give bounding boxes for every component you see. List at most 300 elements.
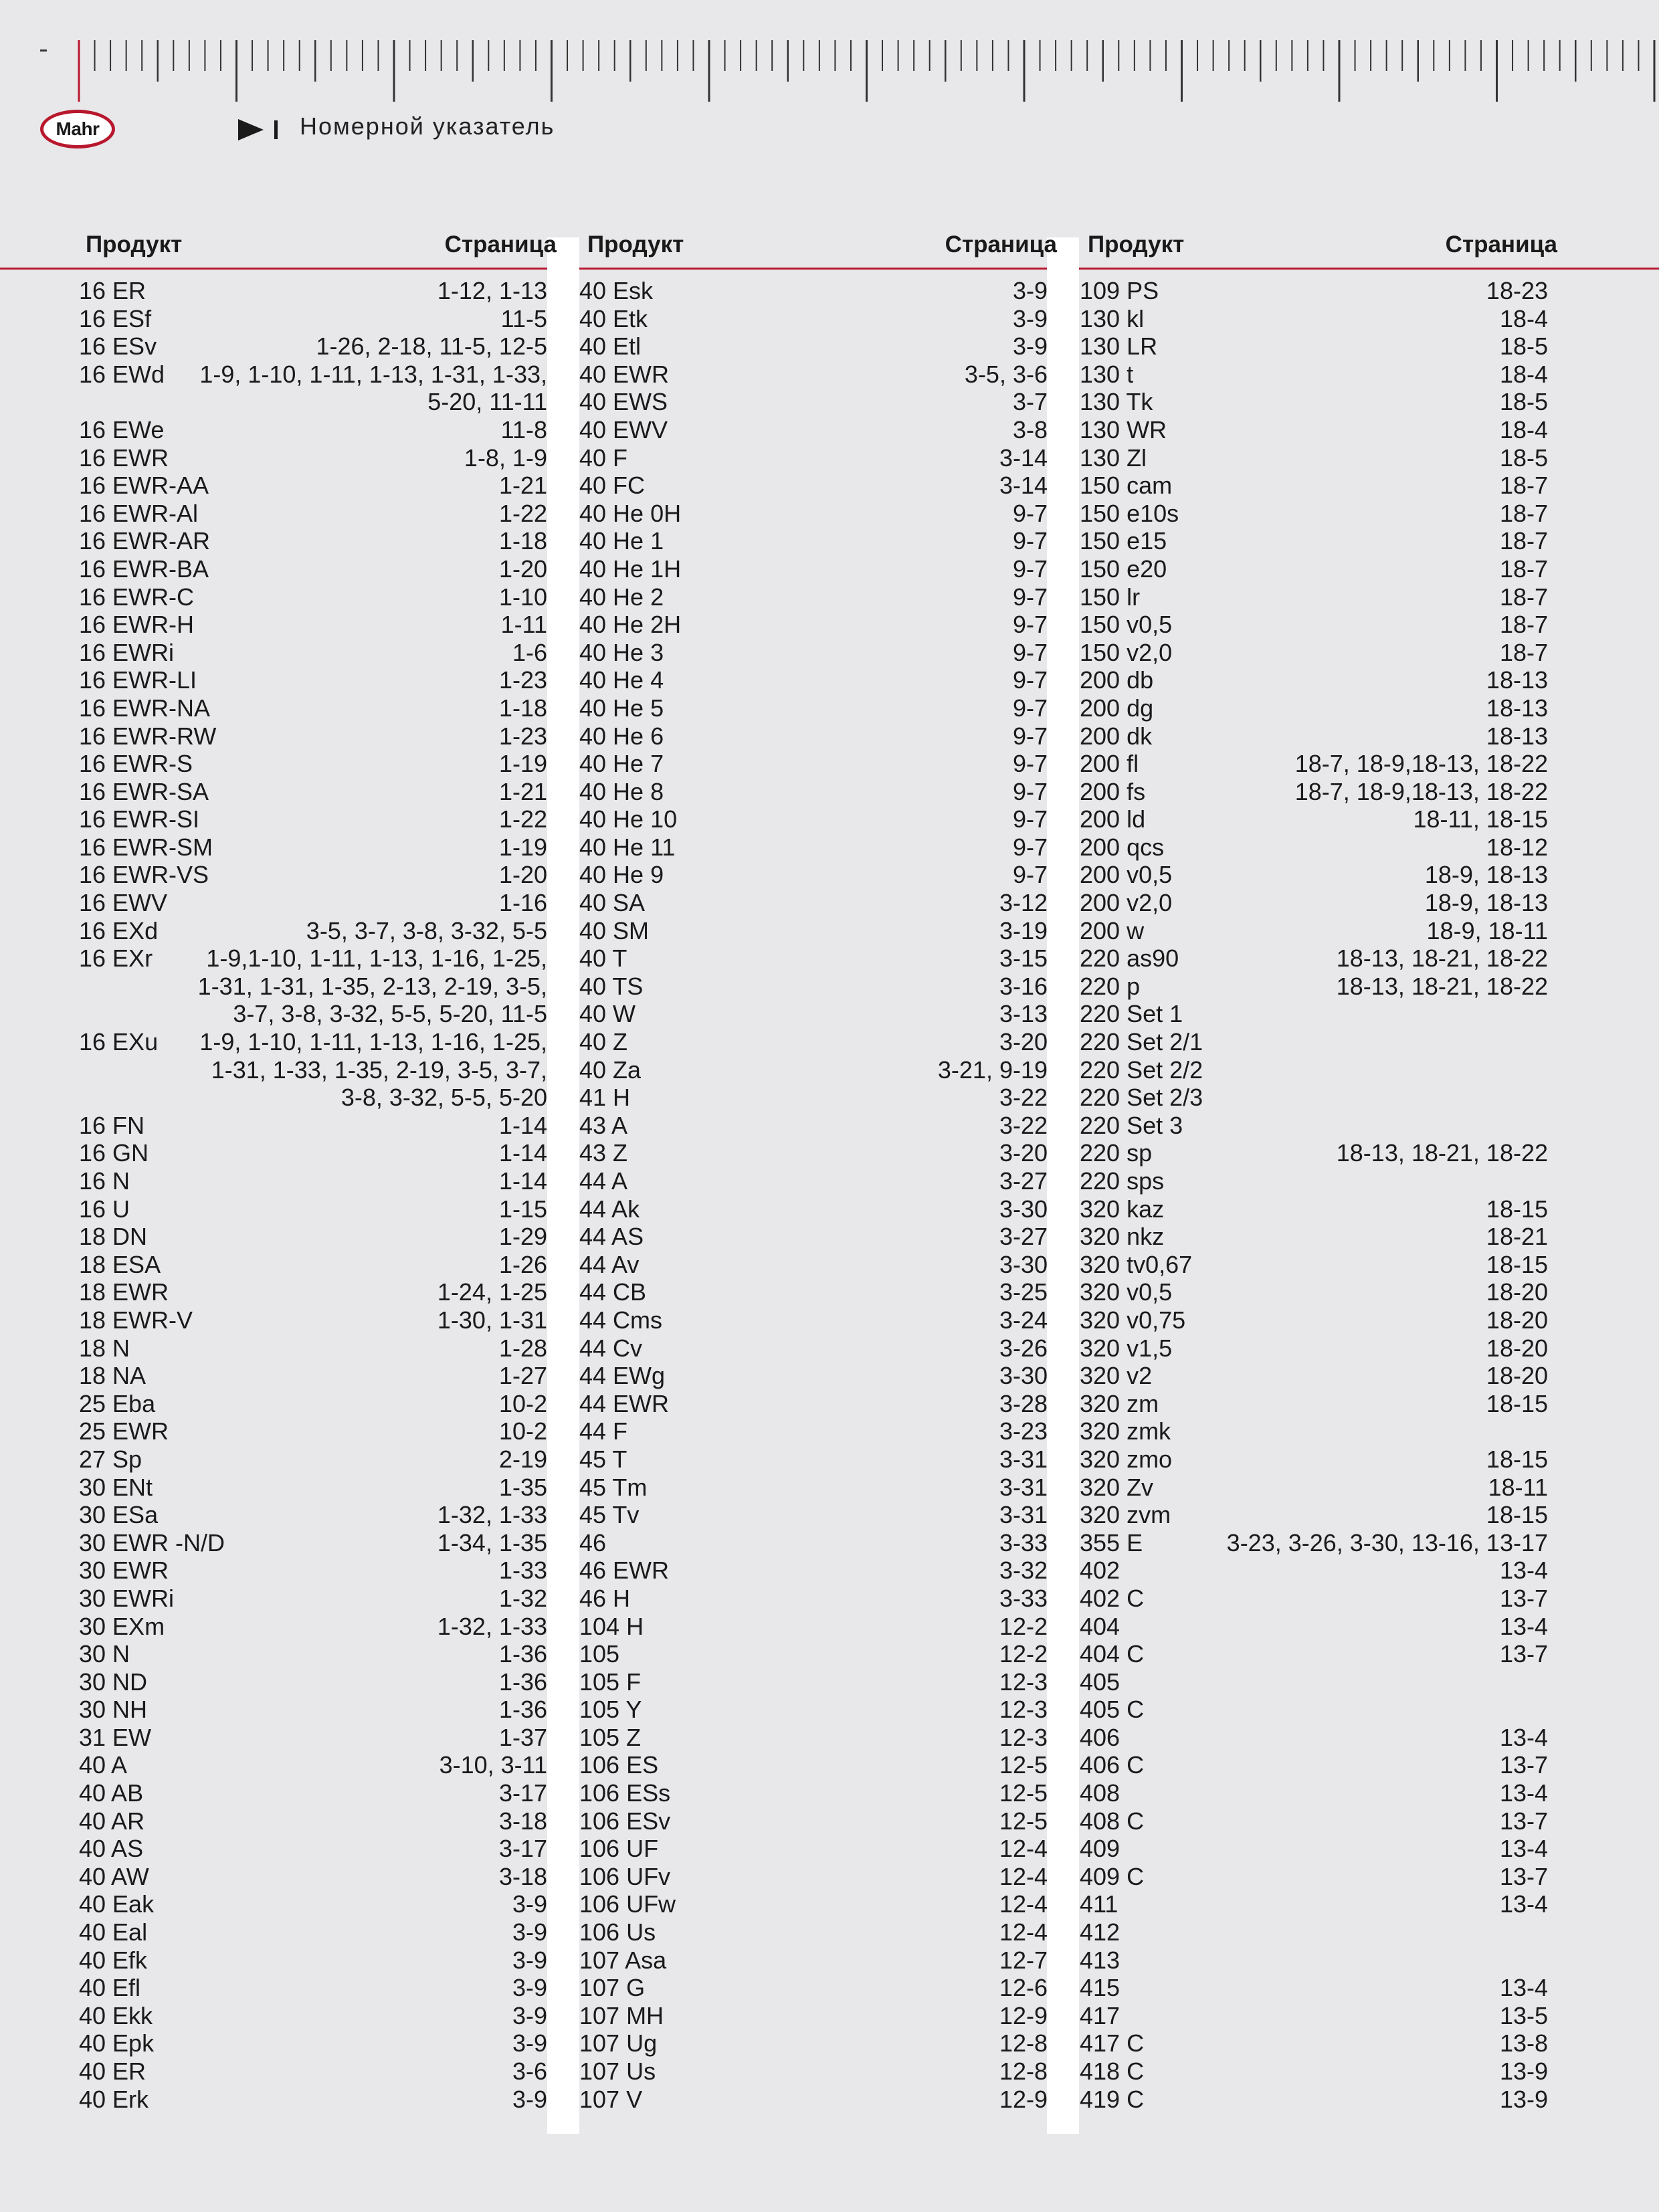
page-refs: 18-20 <box>1486 1306 1548 1334</box>
page-refs: 18-12 <box>1486 833 1548 861</box>
index-row <box>79 973 547 1001</box>
product-code: 107 Us <box>579 2057 656 2085</box>
page-refs: 1-22 <box>498 499 547 527</box>
page-refs: 1-21 <box>498 777 547 805</box>
index-row <box>1080 778 1548 806</box>
index-row <box>579 917 1048 945</box>
product-code: 16 EWR-NA <box>79 694 211 722</box>
index-rows <box>79 277 547 2113</box>
index-row <box>1080 277 1548 305</box>
page-refs: 12-2 <box>999 1640 1048 1668</box>
index-row <box>79 2002 547 2030</box>
index-row <box>1080 1640 1548 1668</box>
page-refs: 18-7 <box>1499 611 1548 639</box>
product-code: 16 ER <box>79 277 147 304</box>
index-row <box>1080 1863 1548 1891</box>
product-code: 44 EWR <box>579 1389 670 1417</box>
page-refs: 1-32, 1-33 <box>437 1501 547 1529</box>
page-refs: 1-24, 1-25 <box>437 1278 547 1306</box>
page-refs: 12-8 <box>999 2057 1048 2085</box>
index-row <box>579 1501 1048 1529</box>
page-refs: 3-6 <box>512 2057 547 2085</box>
index-row <box>579 1112 1048 1140</box>
product-header: Продукт <box>1088 231 1185 258</box>
page-refs: 1-35 <box>498 1473 547 1501</box>
page-refs: 1-18 <box>498 694 547 722</box>
page-refs: 13-4 <box>1499 1556 1548 1585</box>
index-row <box>79 527 547 555</box>
index-row <box>1080 639 1548 667</box>
product-code: 355 E <box>1080 1528 1143 1556</box>
product-code: 16 EWR-S <box>79 750 193 778</box>
index-row <box>579 583 1048 611</box>
index-row <box>579 1640 1048 1668</box>
product-code: 413 <box>1080 1946 1120 1974</box>
index-row <box>1080 416 1548 444</box>
index-row <box>1080 1139 1548 1167</box>
column-header <box>1080 231 1557 265</box>
product-code: 16 EWR-SM <box>79 833 213 861</box>
index-row <box>79 444 547 472</box>
product-code: 45 Tm <box>579 1473 648 1501</box>
product-code: 40 He 4 <box>579 666 664 694</box>
product-code: 150 v2,0 <box>1080 638 1173 666</box>
product-code: 419 C <box>1080 2085 1145 2113</box>
page-refs: 3-30 <box>999 1195 1048 1223</box>
product-code: 40 Efl <box>79 1974 141 2002</box>
page-refs: 12-9 <box>999 2085 1048 2113</box>
product-code: 16 GN <box>79 1139 149 1167</box>
product-code: 220 Set 1 <box>1080 1000 1183 1028</box>
index-row <box>1080 1278 1548 1306</box>
product-code: 40 A <box>79 1751 128 1779</box>
product-code: 200 fl <box>1080 750 1139 778</box>
product-code: 40 He 0H <box>579 499 682 527</box>
page-refs: 13-5 <box>1499 2001 1548 2029</box>
product-code: 44 Av <box>579 1250 640 1278</box>
page-refs: 13-7 <box>1499 1640 1548 1668</box>
index-row <box>79 694 547 722</box>
page-refs: 1-31, 1-31, 1-35, 2-13, 2-19, 3-5, <box>197 972 547 1000</box>
page-refs: 3-9 <box>512 2029 547 2057</box>
product-code: 44 CB <box>579 1278 647 1306</box>
page-refs: 1-21 <box>498 472 547 500</box>
index-row <box>1080 500 1548 528</box>
page-refs: 1-20 <box>498 861 547 889</box>
product-code: 40 EWS <box>579 388 668 416</box>
page-refs: 13-8 <box>1499 2029 1548 2057</box>
index-row <box>79 2057 547 2086</box>
page-refs: 1-36 <box>498 1668 547 1696</box>
page-refs: 13-4 <box>1499 1890 1548 1918</box>
index-row <box>579 1946 1048 1975</box>
index-row <box>579 1918 1048 1946</box>
index-row <box>579 1585 1048 1613</box>
page-refs: 9-7 <box>1012 555 1048 583</box>
page-refs: 3-24 <box>999 1306 1048 1334</box>
product-code: 18 NA <box>79 1362 147 1390</box>
index-row <box>79 889 547 917</box>
index-row <box>579 778 1048 806</box>
product-code: 320 v0,75 <box>1080 1306 1186 1334</box>
product-code: 40 Etl <box>579 332 642 361</box>
product-code: 417 C <box>1080 2029 1145 2057</box>
page-refs: 1-16 <box>498 889 547 917</box>
page-refs: 9-7 <box>1012 583 1048 611</box>
index-row <box>1080 2086 1548 2114</box>
product-code: 31 EW <box>79 1723 152 1751</box>
column-gutter <box>547 237 579 2134</box>
index-row <box>1080 1556 1548 1585</box>
index-column-3 <box>1080 231 1557 2113</box>
index-row <box>579 611 1048 639</box>
index-row <box>79 1334 547 1363</box>
product-code: 105 <box>579 1640 620 1668</box>
product-code: 406 <box>1080 1723 1120 1751</box>
page-refs: 11-8 <box>500 415 547 443</box>
index-row <box>1080 694 1548 722</box>
page-refs: 10-2 <box>498 1417 547 1445</box>
index-row <box>1080 332 1548 361</box>
page-refs: 9-7 <box>1012 694 1048 722</box>
page-refs: 3-22 <box>999 1084 1048 1112</box>
product-code: 40 AB <box>79 1779 144 1807</box>
product-code: 16 N <box>79 1167 130 1195</box>
page-refs: 3-30 <box>999 1250 1048 1278</box>
product-code: 418 C <box>1080 2057 1145 2085</box>
page-refs: 18-15 <box>1486 1501 1548 1529</box>
index-row <box>579 1000 1048 1028</box>
index-row <box>79 639 547 667</box>
index-row <box>1080 611 1548 639</box>
product-code: 16 EXu <box>79 1028 159 1056</box>
page-refs: 1-36 <box>498 1640 547 1668</box>
product-code: 106 UF <box>579 1835 659 1863</box>
index-row <box>1080 527 1548 555</box>
page-refs: 9-7 <box>1012 861 1048 889</box>
page-refs: 3-33 <box>999 1584 1048 1612</box>
index-row <box>579 722 1048 750</box>
page-refs: 1-20 <box>498 555 547 583</box>
index-row <box>579 388 1048 416</box>
product-code: 44 Cms <box>579 1306 663 1334</box>
index-row <box>79 583 547 611</box>
page-refs: 18-7 <box>1499 638 1548 666</box>
index-row <box>79 1417 547 1445</box>
product-code: 40 W <box>579 1000 636 1028</box>
index-row <box>1080 805 1548 833</box>
product-code <box>79 1084 87 1112</box>
index-row <box>79 1835 547 1863</box>
page-refs: 12-2 <box>999 1612 1048 1640</box>
page-refs: 18-23 <box>1486 277 1548 304</box>
product-code: 402 C <box>1080 1584 1145 1612</box>
page-refs: 12-9 <box>999 2001 1048 2029</box>
product-code: 150 cam <box>1080 472 1173 500</box>
page-refs: 13-9 <box>1499 2057 1548 2085</box>
product-code: 320 tv0,67 <box>1080 1250 1193 1278</box>
page-refs: 3-27 <box>999 1223 1048 1251</box>
product-code: 106 ES <box>579 1751 659 1779</box>
product-code: 107 Asa <box>579 1946 667 1974</box>
index-row <box>1080 917 1548 945</box>
index-row <box>79 500 547 528</box>
page-refs: 18-4 <box>1499 304 1548 332</box>
page-refs: 18-13 <box>1486 722 1548 750</box>
page-refs: 1-6 <box>512 638 547 666</box>
index-row <box>579 1529 1048 1557</box>
column-header <box>79 231 557 265</box>
index-row <box>1080 1028 1548 1056</box>
index-row <box>579 1724 1048 1752</box>
index-row <box>579 861 1048 889</box>
product-code: 45 T <box>579 1445 627 1473</box>
page-refs: 3-14 <box>999 443 1048 472</box>
page-refs: 18-7 <box>1499 555 1548 583</box>
product-code: 107 Ug <box>579 2029 658 2057</box>
page-refs: 12-5 <box>999 1807 1048 1835</box>
page-refs: 3-18 <box>498 1862 547 1890</box>
product-code: 30 ND <box>79 1668 148 1696</box>
page-refs: 18-5 <box>1499 332 1548 361</box>
page-refs: 18-5 <box>1499 443 1548 472</box>
index-row <box>1080 1112 1548 1140</box>
index-row <box>79 277 547 305</box>
index-row <box>79 666 547 694</box>
product-code: 46 EWR <box>579 1556 670 1585</box>
product-code: 40 He 3 <box>579 638 664 666</box>
page-refs: 3-28 <box>999 1389 1048 1417</box>
product-code: 40 AW <box>79 1862 149 1890</box>
index-rows <box>1080 277 1548 2113</box>
index-row <box>1080 1724 1548 1752</box>
product-code: 40 Z <box>579 1028 628 1056</box>
index-row <box>79 917 547 945</box>
page-refs: 18-15 <box>1486 1389 1548 1417</box>
index-row <box>79 1946 547 1975</box>
index-row <box>579 277 1048 305</box>
product-code: 107 G <box>579 1974 646 2002</box>
product-code: 320 v0,5 <box>1080 1278 1173 1306</box>
index-row <box>1080 1334 1548 1363</box>
index-row <box>579 1306 1048 1334</box>
product-code: 220 sps <box>1080 1167 1165 1195</box>
index-row <box>79 2029 547 2057</box>
page-refs: 18-7 <box>1499 499 1548 527</box>
mahr-logo <box>40 110 115 148</box>
product-code: 40 Esk <box>579 277 654 304</box>
product-code: 220 p <box>1080 972 1141 1000</box>
page-refs: 18-9, 18-11 <box>1426 916 1548 944</box>
product-code: 220 as90 <box>1080 944 1179 973</box>
product-code: 105 F <box>579 1668 642 1696</box>
product-code: 16 EWR-Al <box>79 499 199 527</box>
product-code: 44 F <box>579 1417 628 1445</box>
index-row <box>79 1585 547 1613</box>
product-code <box>79 973 87 1001</box>
product-code: 106 UFw <box>579 1890 676 1918</box>
page-refs: 18-4 <box>1499 415 1548 443</box>
product-code: 220 Set 3 <box>1080 1111 1183 1139</box>
product-code: 200 v0,5 <box>1080 861 1173 889</box>
page-refs: 12-4 <box>999 1835 1048 1863</box>
index-row <box>79 416 547 444</box>
page-refs: 3-25 <box>999 1278 1048 1306</box>
product-code: 30 N <box>79 1640 130 1668</box>
product-code: 16 EWR-VS <box>79 861 209 889</box>
product-code: 43 A <box>579 1111 628 1139</box>
product-code: 41 H <box>579 1084 631 1112</box>
column-header <box>579 231 1057 265</box>
page-refs: 3-9 <box>1012 332 1048 361</box>
product-code: 44 EWg <box>579 1362 666 1390</box>
product-code: 25 EWR <box>79 1417 169 1445</box>
product-code: 16 ESf <box>79 304 152 332</box>
index-row <box>79 1974 547 2002</box>
page-refs: 18-11 <box>1488 1473 1548 1501</box>
page-refs: 18-7, 18-9,18-13, 18-22 <box>1294 777 1548 805</box>
product-code: 44 A <box>579 1167 628 1195</box>
page-refs: 3-15 <box>999 944 1048 973</box>
product-code <box>79 1056 87 1084</box>
index-row <box>579 1613 1048 1641</box>
page-refs: 18-13, 18-21, 18-22 <box>1336 972 1548 1000</box>
page-refs: 3-20 <box>999 1028 1048 1056</box>
product-code: 40 AS <box>79 1835 144 1863</box>
index-rows <box>579 277 1048 2113</box>
page-refs: 18-9, 18-13 <box>1424 861 1548 889</box>
index-row <box>1080 2029 1548 2057</box>
index-row <box>1080 944 1548 973</box>
page-refs: 3-13 <box>999 1000 1048 1028</box>
index-row <box>1080 1306 1548 1334</box>
index-row <box>79 2086 547 2114</box>
index-row <box>579 555 1048 583</box>
product-code: 412 <box>1080 1918 1120 1946</box>
index-row <box>1080 722 1548 750</box>
index-row <box>579 1084 1048 1112</box>
page-refs: 2-19 <box>498 1445 547 1473</box>
index-row <box>1080 1807 1548 1835</box>
product-code: 220 Set 2/2 <box>1080 1055 1203 1084</box>
page-refs: 3-17 <box>498 1779 547 1807</box>
page-refs: 13-4 <box>1499 1723 1548 1751</box>
page-refs: 3-16 <box>999 972 1048 1000</box>
page-refs: 1-18 <box>498 527 547 555</box>
index-row <box>1080 1779 1548 1807</box>
product-code: 130 Zl <box>1080 443 1147 472</box>
index-row <box>1080 833 1548 862</box>
page-refs: 3-12 <box>999 889 1048 917</box>
page-refs: 13-7 <box>1499 1862 1548 1890</box>
page-refs: 18-7, 18-9,18-13, 18-22 <box>1294 750 1548 778</box>
product-code: 44 Cv <box>579 1334 643 1362</box>
page-refs: 18-13, 18-21, 18-22 <box>1336 944 1548 973</box>
product-code: 16 EWR-RW <box>79 722 217 750</box>
product-code: 46 <box>579 1528 607 1556</box>
index-row <box>579 444 1048 472</box>
product-code: 18 EWR <box>79 1278 169 1306</box>
index-row <box>579 1417 1048 1445</box>
page-refs: 1-23 <box>498 722 547 750</box>
index-row <box>79 1529 547 1557</box>
page-refs: 13-4 <box>1499 1974 1548 2002</box>
index-row <box>79 1807 547 1835</box>
page-refs: 1-33 <box>498 1556 547 1585</box>
index-row <box>579 1195 1048 1223</box>
page-refs: 12-4 <box>999 1862 1048 1890</box>
index-row <box>1080 1251 1548 1279</box>
product-code: 104 H <box>579 1612 644 1640</box>
index-row <box>79 750 547 778</box>
index-row <box>79 1000 547 1028</box>
index-row <box>579 1751 1048 1779</box>
page-refs: 11-5 <box>500 304 547 332</box>
product-code: 16 EXd <box>79 916 159 944</box>
product-code: 30 EWR -N/D <box>79 1528 225 1556</box>
product-code: 16 U <box>79 1195 130 1223</box>
product-code: 220 sp <box>1080 1139 1153 1167</box>
product-code: 40 Za <box>579 1055 642 1084</box>
product-code: 200 ld <box>1080 805 1146 833</box>
index-row <box>579 332 1048 361</box>
index-row <box>79 1474 547 1502</box>
page-refs: 9-7 <box>1012 499 1048 527</box>
page-refs: 3-9 <box>1012 304 1048 332</box>
index-row <box>79 1195 547 1223</box>
page-refs: 3-5, 3-7, 3-8, 3-32, 5-5 <box>306 916 547 944</box>
product-code: 44 AS <box>579 1223 644 1251</box>
page-refs: 18-15 <box>1486 1250 1548 1278</box>
page-refs: 3-20 <box>999 1139 1048 1167</box>
product-code: 30 ESa <box>79 1501 159 1529</box>
index-row <box>579 1807 1048 1835</box>
index-row <box>1080 1000 1548 1028</box>
page-refs: 12-4 <box>999 1890 1048 1918</box>
product-code: 16 EWR-SI <box>79 805 200 833</box>
page-refs: 1-14 <box>498 1111 547 1139</box>
index-row <box>579 944 1048 973</box>
index-row <box>579 416 1048 444</box>
page-refs: 1-27 <box>498 1362 547 1390</box>
product-code: 40 Erk <box>79 2085 149 2113</box>
index-row <box>79 1278 547 1306</box>
product-code: 109 PS <box>1080 277 1159 304</box>
page-refs: 18-21 <box>1486 1223 1548 1251</box>
page-refs: 18-20 <box>1486 1362 1548 1390</box>
page-refs: 9-7 <box>1012 722 1048 750</box>
page-refs: 9-7 <box>1012 805 1048 833</box>
index-row <box>1080 1417 1548 1445</box>
product-code: 150 v0,5 <box>1080 611 1173 639</box>
index-row <box>579 1390 1048 1418</box>
product-code: 200 qcs <box>1080 833 1165 861</box>
index-row <box>1080 1946 1548 1975</box>
index-row <box>579 694 1048 722</box>
page-refs: 3-32 <box>999 1556 1048 1585</box>
page-refs: 18-7 <box>1499 472 1548 500</box>
index-row <box>79 805 547 833</box>
index-row <box>79 1918 547 1946</box>
index-row <box>579 639 1048 667</box>
page-refs: 18-4 <box>1499 360 1548 388</box>
page-refs: 3-7 <box>1012 388 1048 416</box>
page-refs: 18-13 <box>1486 666 1548 694</box>
index-row <box>1080 1501 1548 1529</box>
product-code: 417 <box>1080 2001 1120 2029</box>
index-row <box>1080 1474 1548 1502</box>
index-row <box>79 778 547 806</box>
